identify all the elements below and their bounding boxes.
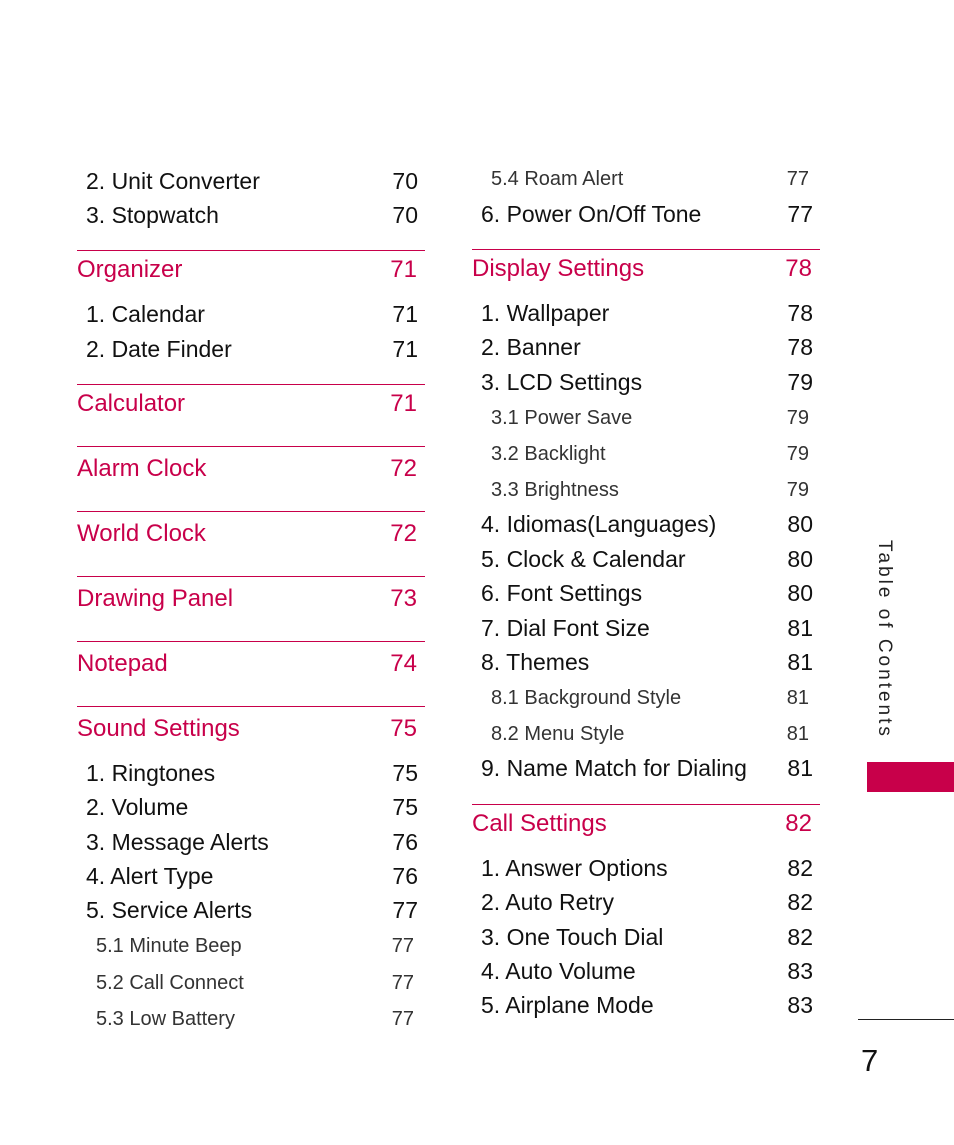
toc-entry-page: 81 <box>786 723 809 745</box>
toc-entry-label: 5.3 Low Battery <box>96 1008 235 1030</box>
toc-entry-page: 79 <box>786 407 809 429</box>
toc-entry-page: 77 <box>391 935 414 957</box>
toc-entry-label: 3. Stopwatch <box>86 202 219 228</box>
toc-entry-label: 1. Calendar <box>86 301 205 327</box>
toc-entry-label: 5. Service Alerts <box>86 897 253 923</box>
toc-entry-label: Drawing Panel <box>77 585 234 612</box>
toc-entry-page: 81 <box>787 615 813 641</box>
toc-item <box>472 615 820 642</box>
toc-item <box>472 924 820 951</box>
toc-entry-page: 70 <box>392 202 418 228</box>
section-divider <box>77 250 425 251</box>
toc-entry-page: 75 <box>392 760 418 786</box>
toc-item <box>472 369 820 396</box>
section-side-label: Table of Contents <box>874 540 895 739</box>
toc-entry-label: Organizer <box>77 256 183 283</box>
toc-item <box>77 202 425 229</box>
toc-entry-label: 5.4 Roam Alert <box>491 168 624 190</box>
toc-entry-label: 3.2 Backlight <box>491 443 606 465</box>
toc-entry-label: 1. Ringtones <box>86 760 216 786</box>
toc-item <box>77 301 425 328</box>
toc-item <box>472 958 820 985</box>
toc-entry-page: 72 <box>390 455 417 482</box>
toc-item <box>472 580 820 607</box>
toc-section-heading <box>77 256 425 284</box>
toc-entry-label: 4. Auto Volume <box>481 958 636 984</box>
toc-entry-page: 75 <box>392 794 418 820</box>
toc-entry-page: 82 <box>785 810 812 837</box>
toc-entry-page: 70 <box>392 168 418 194</box>
toc-section-heading <box>77 455 425 483</box>
toc-entry-page: 71 <box>390 256 417 283</box>
toc-entry-label: 8.2 Menu Style <box>491 723 625 745</box>
toc-entry-page: 80 <box>787 511 813 537</box>
toc-section-heading <box>77 715 425 743</box>
toc-entry-label: Calculator <box>77 390 186 417</box>
toc-entry-page: 82 <box>787 889 813 915</box>
toc-entry-page: 81 <box>787 649 813 675</box>
toc-entry-label: Alarm Clock <box>77 455 207 482</box>
toc-entry-label: 8. Themes <box>481 649 590 675</box>
toc-subitem <box>472 687 820 710</box>
toc-entry-label: 2. Date Finder <box>86 336 232 362</box>
toc-subitem <box>472 407 820 430</box>
page-number-divider <box>858 1019 954 1020</box>
toc-entry-page: 77 <box>391 972 414 994</box>
toc-item <box>77 897 425 924</box>
toc-item <box>472 755 820 782</box>
toc-entry-label: 5.1 Minute Beep <box>96 935 242 957</box>
toc-entry-label: 4. Idiomas(Languages) <box>481 511 717 537</box>
toc-entry-label: 4. Alert Type <box>86 863 214 889</box>
section-divider <box>472 804 820 805</box>
toc-entry-page: 75 <box>390 715 417 742</box>
toc-entry-label: 9. Name Match for Dialing <box>481 755 747 781</box>
toc-section-heading <box>77 520 425 548</box>
toc-entry-label: 5.2 Call Connect <box>96 972 244 994</box>
toc-section-heading <box>77 585 425 613</box>
toc-section-heading <box>77 390 425 418</box>
toc-entry-page: 83 <box>787 958 813 984</box>
section-divider <box>77 511 425 512</box>
toc-subitem <box>77 972 425 995</box>
toc-entry-label: 7. Dial Font Size <box>481 615 650 641</box>
toc-entry-label: 6. Power On/Off Tone <box>481 201 702 227</box>
toc-item <box>472 649 820 676</box>
toc-entry-label: World Clock <box>77 520 206 547</box>
section-divider <box>77 576 425 577</box>
toc-entry-page: 78 <box>787 334 813 360</box>
toc-subitem <box>472 723 820 746</box>
toc-entry-label: 2. Banner <box>481 334 581 360</box>
page-number: 7 <box>861 1043 879 1078</box>
toc-subitem <box>472 479 820 502</box>
toc-item <box>472 334 820 361</box>
toc-entry-label: 3. Message Alerts <box>86 829 269 855</box>
toc-entry-label: 5. Clock & Calendar <box>481 546 686 572</box>
toc-entry-label: 8.1 Background Style <box>491 687 682 709</box>
toc-item <box>77 760 425 787</box>
toc-item <box>77 829 425 856</box>
toc-entry-page: 79 <box>787 369 813 395</box>
toc-entry-page: 77 <box>392 897 418 923</box>
toc-item <box>472 889 820 916</box>
toc-entry-page: 81 <box>786 687 809 709</box>
toc-entry-page: 83 <box>787 992 813 1018</box>
toc-entry-page: 79 <box>786 479 809 501</box>
toc-entry-page: 73 <box>390 585 417 612</box>
section-divider <box>77 446 425 447</box>
toc-entry-label: 2. Unit Converter <box>86 168 260 194</box>
toc-entry-page: 78 <box>785 255 812 282</box>
toc-item <box>77 863 425 890</box>
toc-section-heading <box>472 255 820 283</box>
section-tab-marker <box>867 762 954 792</box>
toc-entry-page: 71 <box>390 390 417 417</box>
toc-entry-page: 77 <box>786 168 809 190</box>
toc-entry-label: 3.3 Brightness <box>491 479 619 501</box>
toc-entry-page: 79 <box>786 443 809 465</box>
toc-entry-page: 80 <box>787 546 813 572</box>
toc-entry-page: 78 <box>787 300 813 326</box>
section-divider <box>77 384 425 385</box>
toc-entry-label: 3. LCD Settings <box>481 369 643 395</box>
toc-item <box>472 201 820 228</box>
toc-entry-label: 5. Airplane Mode <box>481 992 654 1018</box>
section-divider <box>472 249 820 250</box>
toc-item <box>472 855 820 882</box>
toc-section-heading <box>77 650 425 678</box>
toc-entry-page: 81 <box>787 755 813 781</box>
toc-entry-label: 1. Wallpaper <box>481 300 610 326</box>
toc-item <box>472 992 820 1019</box>
toc-entry-page: 76 <box>392 829 418 855</box>
toc-entry-page: 82 <box>787 924 813 950</box>
toc-entry-page: 80 <box>787 580 813 606</box>
section-divider <box>77 641 425 642</box>
toc-entry-label: 3.1 Power Save <box>491 407 633 429</box>
toc-subitem <box>472 168 820 191</box>
toc-subitem <box>472 443 820 466</box>
toc-entry-label: 1. Answer Options <box>481 855 668 881</box>
toc-subitem <box>77 935 425 958</box>
toc-section-heading <box>472 810 820 838</box>
toc-item <box>472 511 820 538</box>
toc-subitem <box>77 1008 425 1031</box>
toc-entry-label: Call Settings <box>472 810 607 837</box>
toc-entry-page: 82 <box>787 855 813 881</box>
toc-entry-page: 74 <box>390 650 417 677</box>
toc-entry-page: 76 <box>392 863 418 889</box>
section-divider <box>77 706 425 707</box>
toc-entry-page: 71 <box>392 301 418 327</box>
toc-item <box>77 794 425 821</box>
toc-item <box>77 336 425 363</box>
toc-entry-label: Display Settings <box>472 255 645 282</box>
toc-item <box>77 168 425 195</box>
toc-entry-label: Sound Settings <box>77 715 240 742</box>
toc-item <box>472 300 820 327</box>
toc-entry-label: 6. Font Settings <box>481 580 643 606</box>
toc-entry-page: 72 <box>390 520 417 547</box>
toc-entry-page: 71 <box>392 336 418 362</box>
toc-entry-label: 3. One Touch Dial <box>481 924 664 950</box>
toc-entry-label: Notepad <box>77 650 168 677</box>
toc-entry-label: 2. Volume <box>86 794 189 820</box>
toc-entry-page: 77 <box>787 201 813 227</box>
toc-entry-page: 77 <box>391 1008 414 1030</box>
toc-entry-label: 2. Auto Retry <box>481 889 614 915</box>
toc-item <box>472 546 820 573</box>
